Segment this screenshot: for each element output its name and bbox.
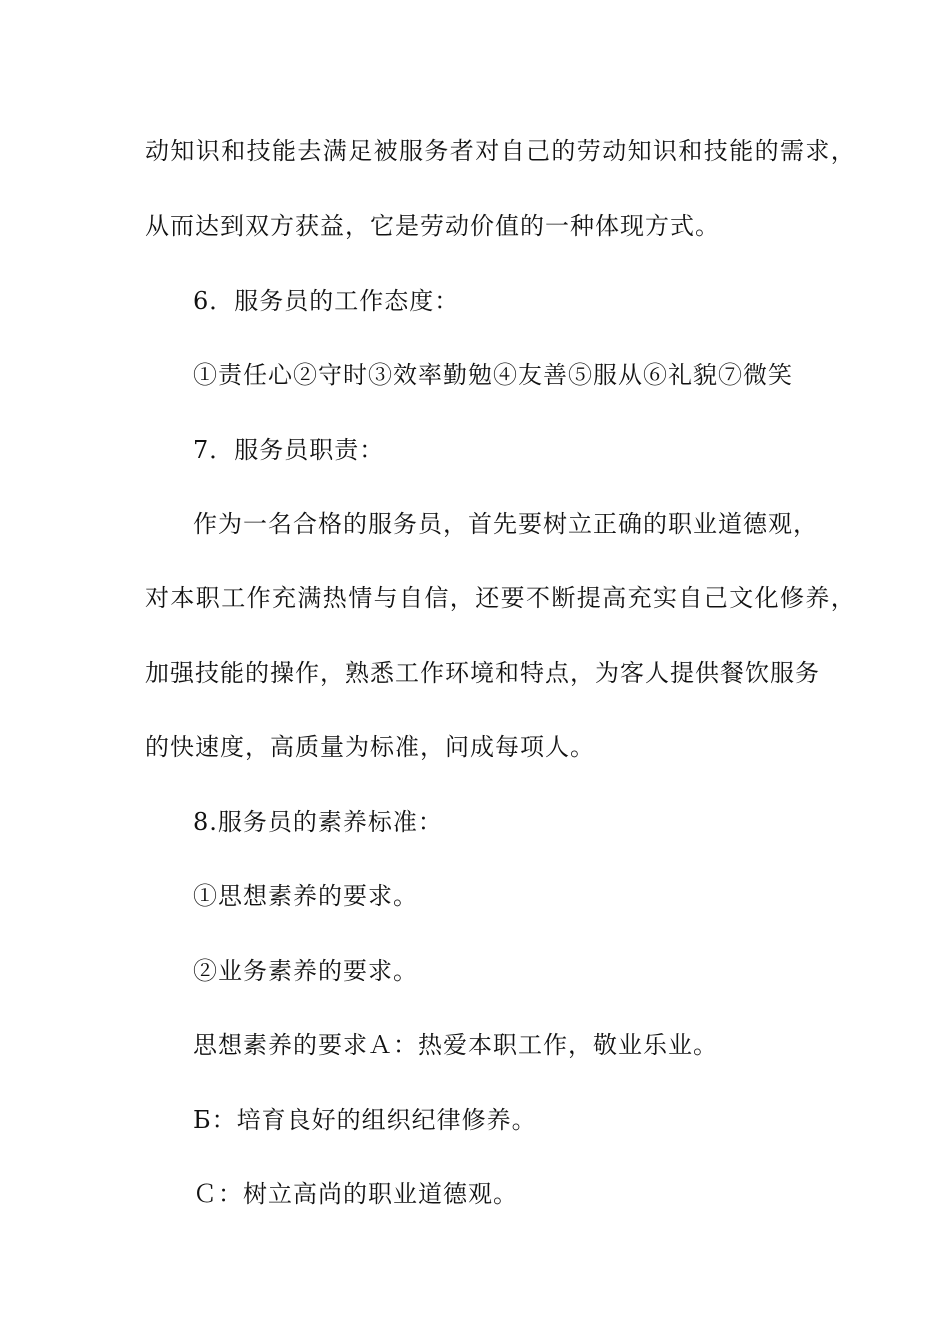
section-heading-7: 7．服务员职责： <box>193 436 385 464</box>
paragraph-line: 加强技能的操作，熟悉工作环境和特点，为客人提供餐饮服务 <box>145 659 820 687</box>
requirement-item-b: Б：培育良好的组织纪律修养。 <box>193 1106 537 1134</box>
section-heading-8: 8.服务员的素养标准： <box>193 808 443 836</box>
list-item: ②业务素养的要求。 <box>193 957 418 985</box>
paragraph-line: 动知识和技能去满足被服务者对自己的劳动知识和技能的需求， <box>145 137 857 165</box>
paragraph-line: 从而达到双方获益，它是劳动价值的一种体现方式。 <box>145 212 720 240</box>
section-heading-6: 6．服务员的工作态度： <box>193 287 460 315</box>
requirement-item-a: 思想素养的要求Ａ：热爱本职工作，敬业乐业。 <box>193 1031 718 1059</box>
paragraph-line: 的快速度，高质量为标准，问成每项人。 <box>145 733 595 761</box>
paragraph-line: 作为一名合格的服务员，首先要树立正确的职业道德观， <box>193 510 818 538</box>
list-item: ①思想素养的要求。 <box>193 882 418 910</box>
requirement-item-c: Ｃ：树立高尚的职业道德观。 <box>193 1180 518 1208</box>
work-attitude-list: ①责任心②守时③效率勤勉④友善⑤服从⑥礼貌⑦微笑 <box>193 361 793 389</box>
paragraph-line: 对本职工作充满热情与自信，还要不断提高充实自己文化修养， <box>145 584 857 612</box>
